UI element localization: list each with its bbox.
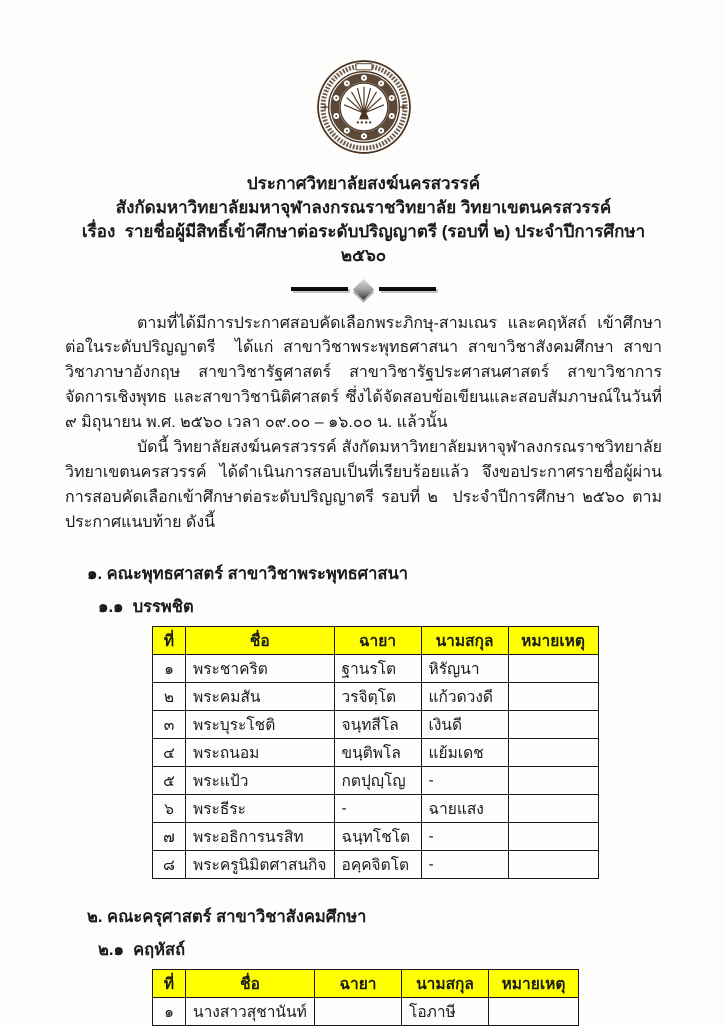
table-cell: ฉนฺทโชโต — [334, 823, 421, 851]
table-cell: พระอธิการนรสิท — [186, 823, 335, 851]
table-cell: โอภาษี — [402, 998, 489, 1026]
table-cell: แย้มเดช — [421, 739, 508, 767]
table-cell: พระถนอม — [186, 739, 335, 767]
table-row — [153, 851, 599, 879]
announcement-subject: เรื่อง รายชื่อผู้มีสิทธิ์เข้าศึกษาต่อระดับปริญญาตรี (รอบที่ ๒) ประจำปีการศึกษา ๒๕๖๐ — [81, 222, 646, 266]
column-header: ที่ — [153, 970, 186, 998]
diamond-ornament-icon — [353, 278, 374, 299]
body-text — [65, 312, 662, 537]
table-row — [153, 998, 579, 1026]
section-heading: ๒. คณะครุศาสตร์ สาขาวิชาสังคมศึกษา — [87, 908, 367, 927]
table-row — [153, 655, 599, 683]
column-header: นามสกุล — [402, 970, 489, 998]
title-block — [65, 172, 662, 269]
section-education-faculty — [65, 904, 662, 1026]
column-header: ที่ — [153, 627, 186, 655]
paragraph-announcement: บัดนี้ วิทยาลัยสงฆ์นครสวรรค์ สังกัดมหาวิทยาลัยมหาจุฬาลงกรณราชวิทยาลัย วิทยาเขตนครสวรรค์ ได้ดำเนินการสอบเป็นที่เรียบร้อยแล้ว จึงขอประกาศรายชื่อผู้ผ่านการสอบคัดเลือกเข้าศึกษาต่อระดับปริญญาตรี รอบที่ ๒ ประจำปีการศึกษา ๒๕๖๐ ตามประกาศแนบท้าย ดังนี้ — [65, 439, 662, 532]
paragraph-background: ตามที่ได้มีการประกาศสอบคัดเลือกพระภิกษุ-สามเณร และคฤหัสถ์ เข้าศึกษาต่อในระดับปริญญาตรี ได้แก่ สาขาวิชาพระพุทธศาสนา สาขาวิชาสังคมศึกษา สาขาวิชาภาษาอังกฤษ สาขาวิชารัฐศาสตร์ สาขาวิชารัฐประศาสนศาสตร์ สาขาวิชาการจัดการเชิงพุทธ และสาขาวิชานิติศาสตร์ ซึ่งได้จัดสอบข้อเขียนและสอบสัมภาษณ์ในวันที่ ๙ มิถุนายน พ.ศ. ๒๕๖๐ เวลา ๐๙.๐๐ – ๑๖.๐๐ น. แล้วนั้น — [65, 314, 662, 432]
university-seal-icon — [311, 54, 417, 160]
table-cell — [508, 711, 598, 739]
table-cell: ฉายแสง — [421, 795, 508, 823]
column-header: ฉายา — [315, 970, 402, 998]
table-cell: - — [421, 823, 508, 851]
divider-line-right — [379, 287, 436, 291]
table-cell: ๕ — [153, 767, 186, 795]
table-cell: - — [421, 851, 508, 879]
table-cell: ฐานรโต — [334, 655, 421, 683]
column-header: นามสกุล — [421, 627, 508, 655]
table-header-row — [153, 627, 599, 655]
seal-top-banner — [356, 64, 372, 70]
table-cell: วรจิตฺโต — [334, 683, 421, 711]
divider-line-left — [291, 287, 348, 291]
table-cell: ๓ — [153, 711, 186, 739]
column-header: หมายเหตุ — [489, 970, 579, 998]
table-cell: นางสาวสุชานันท์ — [186, 998, 315, 1026]
table-cell: ๗ — [153, 823, 186, 851]
column-header: ชื่อ — [186, 970, 315, 998]
table-cell: ขนฺติพโล — [334, 739, 421, 767]
table-cell — [508, 823, 598, 851]
table-cell: พระแป้ว — [186, 767, 335, 795]
results-table-monks — [152, 626, 599, 879]
table-cell: พระครูนิมิตศาสนกิจ — [186, 851, 335, 879]
table-cell: จนฺทสีโล — [334, 711, 421, 739]
table-cell: แก้วดวงดี — [421, 683, 508, 711]
table-cell — [508, 851, 598, 879]
column-header: ฉายา — [334, 627, 421, 655]
table-cell: - — [334, 795, 421, 823]
table-cell: ๔ — [153, 739, 186, 767]
announcement-affiliation: สังกัดมหาวิทยาลัยมหาจุฬาลงกรณราชวิทยาลัย วิทยาเขตนครสวรรค์ — [115, 198, 612, 218]
table-row — [153, 767, 599, 795]
table-cell: พระคมสัน — [186, 683, 335, 711]
table-row — [153, 683, 599, 711]
table-cell — [315, 998, 402, 1026]
ornamental-divider — [65, 282, 662, 297]
table-cell: พระธีระ — [186, 795, 335, 823]
table-cell: - — [421, 767, 508, 795]
table-cell: ๘ — [153, 851, 186, 879]
column-header: หมายเหตุ — [508, 627, 598, 655]
table-row — [153, 823, 599, 851]
section-heading: ๑. คณะพุทธศาสตร์ สาขาวิชาพระพุทธศาสนา — [87, 565, 409, 584]
table-row — [153, 739, 599, 767]
table-cell: อคฺคจิตโต — [334, 851, 421, 879]
table-row — [153, 795, 599, 823]
table-cell: หิรัญนา — [421, 655, 508, 683]
table-header-row — [153, 970, 579, 998]
table-row — [153, 711, 599, 739]
table-cell — [508, 683, 598, 711]
section-subheading: ๒.๑ คฤหัสถ์ — [98, 941, 186, 960]
table-cell: ๑ — [153, 998, 186, 1026]
table-cell: พระบุระโชติ — [186, 711, 335, 739]
section-buddhist-faculty — [65, 561, 662, 879]
table-cell — [508, 739, 598, 767]
results-table-laypersons — [152, 969, 579, 1026]
section-subheading: ๑.๑ บรรพชิต — [98, 598, 194, 617]
column-header: ชื่อ — [186, 627, 335, 655]
table-cell — [508, 795, 598, 823]
announcement-title: ประกาศวิทยาลัยสงฆ์นครสวรรค์ — [246, 174, 481, 193]
table-cell: ๒ — [153, 683, 186, 711]
table-cell — [508, 767, 598, 795]
seal-container — [65, 54, 662, 165]
table-cell: พระชาคริต — [186, 655, 335, 683]
table-cell: ๖ — [153, 795, 186, 823]
table-cell: เงินดี — [421, 711, 508, 739]
table-cell: กตปุญฺโญ — [334, 767, 421, 795]
table-cell — [489, 998, 579, 1026]
table-cell — [508, 655, 598, 683]
table-cell: ๑ — [153, 655, 186, 683]
